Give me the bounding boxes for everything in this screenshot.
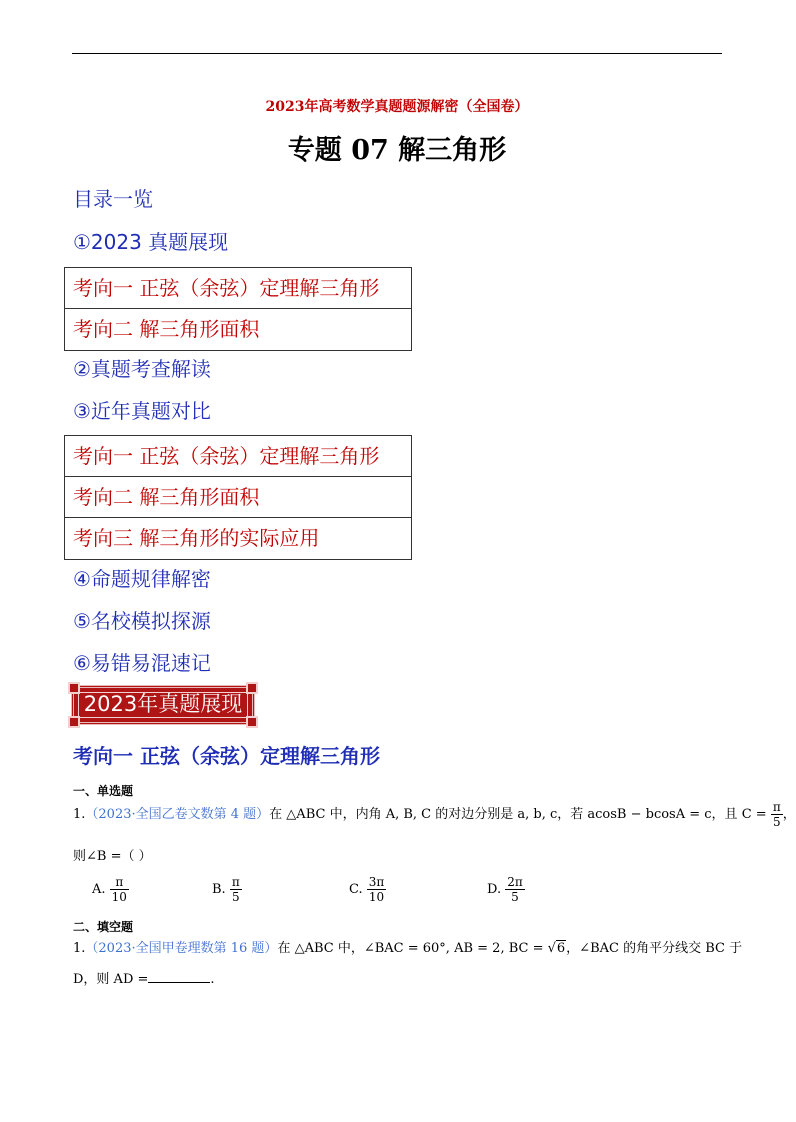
toc-item-1[interactable]: ①2023 真题展现 <box>73 230 229 254</box>
toc-subitem[interactable]: 考向二 解三角形面积 <box>65 477 411 518</box>
option-b[interactable] <box>212 875 242 904</box>
option-a[interactable] <box>92 875 129 904</box>
answer-blank[interactable] <box>148 972 210 983</box>
question-text: 在 △ABC 中，内角 A, B, C 的对边分别是 a, b, c，若 acosB − bcosA = c，且 C = <box>269 807 767 822</box>
question-2-line-1 <box>73 937 742 956</box>
toc-item-4[interactable]: ④命题规律解密 <box>73 567 211 591</box>
section-banner <box>71 685 255 725</box>
toc-subitem[interactable]: 考向一 正弦（余弦）定理解三角形 <box>65 436 411 477</box>
fraction-numerator: 3π <box>368 875 385 889</box>
question-1-line-2: 则∠B =（ ） <box>73 849 152 864</box>
toc-subitem[interactable]: 考向三 解三角形的实际应用 <box>73 526 320 550</box>
document-title: 专题 07 解三角形 <box>287 135 507 166</box>
option-c[interactable] <box>349 875 386 904</box>
question-text: . <box>210 972 215 987</box>
fraction <box>230 875 242 904</box>
option-d[interactable] <box>487 875 525 904</box>
question-type-label: 二、填空题 <box>73 920 134 934</box>
question-text: D，则 AD = <box>73 972 149 987</box>
option-label: B. <box>212 882 226 897</box>
fraction-denominator: 5 <box>511 890 519 904</box>
toc-item-6[interactable]: ⑥易错易混速记 <box>73 651 211 675</box>
fraction <box>110 875 129 904</box>
toc-group-2 <box>64 435 412 560</box>
banner-text: 2023年真题展现 <box>83 692 243 716</box>
option-label: C. <box>349 882 363 897</box>
question-text: ，∠BAC 的角平分线交 BC 于 <box>566 941 743 956</box>
question-source: （2023·全国甲卷理数第 16 题） <box>85 941 278 956</box>
question-number: 1. <box>73 807 86 822</box>
question-number: 1. <box>73 941 86 956</box>
fraction <box>367 875 387 904</box>
sqrt-value: 6 <box>556 941 566 956</box>
document-subtitle: 2023年高考数学真题题源解密（全国卷） <box>265 99 529 115</box>
fraction-denominator: 5 <box>231 890 240 904</box>
header-rule <box>72 53 722 54</box>
fraction-numerator: π <box>231 875 240 889</box>
toc-group-1 <box>64 267 412 351</box>
option-label: D. <box>487 882 502 897</box>
question-text: 在 △ABC 中，∠BAC = 60°, AB = 2, BC = √ <box>277 941 556 956</box>
fraction-denominator: 10 <box>368 890 385 904</box>
question-text: ， <box>782 807 796 822</box>
section-heading: 考向一 正弦（余弦）定理解三角形 <box>73 744 380 768</box>
fraction-numerator: 2π <box>507 875 523 889</box>
question-2-line-2 <box>73 968 215 987</box>
fraction-numerator: π <box>772 800 781 814</box>
toc-heading: 目录一览 <box>73 187 153 211</box>
question-1-line-1 <box>73 800 796 829</box>
question-type-label: 一、单选题 <box>73 784 134 798</box>
toc-subitem[interactable]: 考向一 正弦（余弦）定理解三角形 <box>65 268 411 309</box>
fraction-denominator: 5 <box>772 815 781 829</box>
toc-item-2[interactable]: ②真题考查解读 <box>73 357 211 381</box>
fraction <box>505 875 525 904</box>
toc-item-5[interactable]: ⑤名校模拟探源 <box>73 609 211 633</box>
fraction-numerator: π <box>110 875 129 890</box>
toc-item-3[interactable]: ③近年真题对比 <box>73 399 211 423</box>
fraction <box>771 800 783 829</box>
question-source: （2023·全国乙卷文数第 4 题） <box>85 807 270 822</box>
fraction-denominator: 10 <box>111 890 127 904</box>
option-label: A. <box>92 882 106 897</box>
toc-subitem[interactable]: 考向二 解三角形面积 <box>73 317 260 341</box>
